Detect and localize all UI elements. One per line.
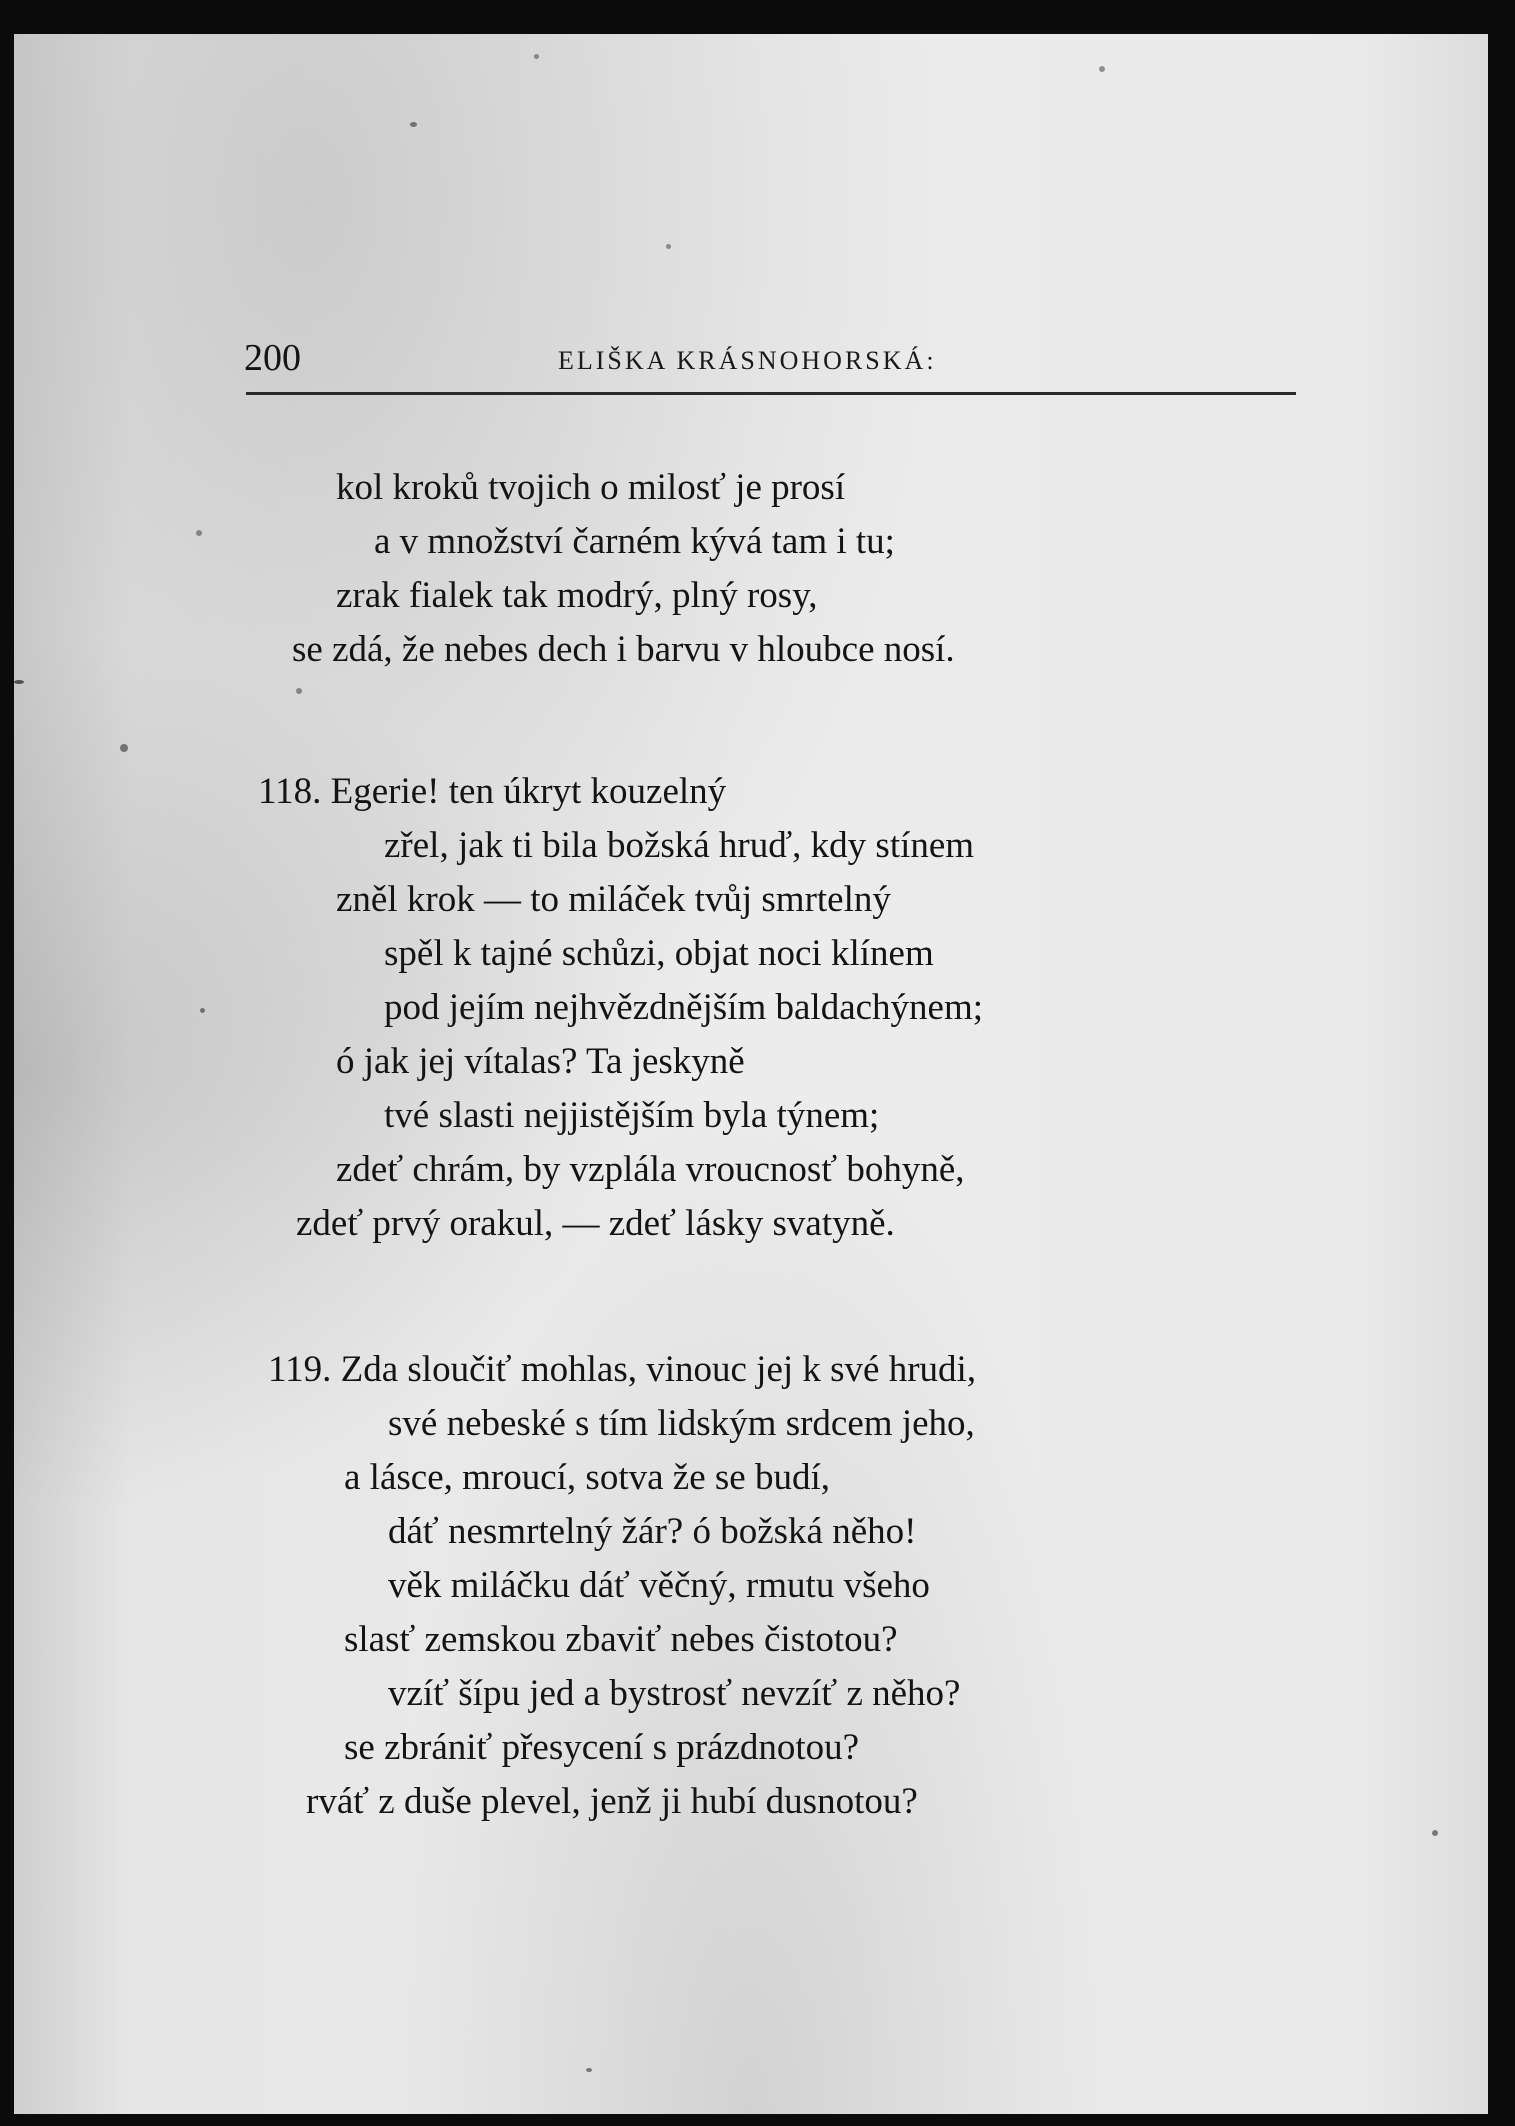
stanza-119-line: své nebeské s tím lidským srdcem jeho, <box>388 1403 975 1444</box>
stanza-119-line: 119. Zda sloučiť mohlas, vinouc jej k své hrudi, <box>268 1349 977 1390</box>
scan-speck <box>296 688 302 694</box>
stanza-118-line: zdeť chrám, by vzplála vroucnosť bohyně, <box>336 1149 965 1190</box>
scan-speck <box>534 54 539 59</box>
page-header <box>230 330 1295 402</box>
header-rule <box>246 392 1296 395</box>
stanza-118-line: pod jejím nejhvězdnějším baldachýnem; <box>384 987 984 1028</box>
stanza-118-line: 118. Egerie! ten úkryt kouzelný <box>258 771 727 812</box>
scan-speck <box>586 2068 592 2072</box>
verse-line: se zdá, že nebes dech i barvu v hloubce nosí. <box>292 629 955 670</box>
scan-speck <box>666 244 671 249</box>
scan-speck <box>410 122 417 127</box>
scan-speck <box>120 744 128 752</box>
scan-speck <box>200 1008 205 1013</box>
stanza-119-line: věk miláčku dáť věčný, rmutu všeho <box>388 1565 930 1606</box>
stanza-118-line: tvé slasti nejjistějším byla týnem; <box>384 1095 880 1136</box>
scan-speck <box>14 680 24 684</box>
stanza-119-line: rváť z duše plevel, jenž ji hubí dusnotou? <box>306 1781 918 1822</box>
stanza-118-line: spěl k tajné schůzi, objat noci klínem <box>384 933 934 974</box>
verse-line: a v množství čarném kývá tam i tu; <box>374 521 895 562</box>
stanza-119-line: dáť nesmrtelný žár? ó božská něho! <box>388 1511 917 1552</box>
page-number: 200 <box>244 337 301 379</box>
verse-line: zrak fialek tak modrý, plný rosy, <box>336 575 818 616</box>
scan-speck <box>1432 1830 1438 1836</box>
stanza-118-line: zněl krok — to miláček tvůj smrtelný <box>336 879 891 920</box>
stanza-118-line: zdeť prvý orakul, — zdeť lásky svatyně. <box>296 1203 895 1244</box>
verse-line: kol kroků tvojich o milosť je prosí <box>336 467 846 508</box>
stanza-119-line: slasť zemskou zbaviť nebes čistotou? <box>344 1619 898 1660</box>
book-page <box>14 34 1488 2114</box>
stanza-119-line: vzíť šípu jed a bystrosť nevzíť z něho? <box>388 1673 961 1714</box>
scan-speck <box>1099 66 1105 72</box>
stanza-118-line: ó jak jej vítalas? Ta jeskyně <box>336 1041 745 1082</box>
scan-speck <box>196 530 202 536</box>
stanza-118-line: zřel, jak ti bila božská hruď, kdy stínem <box>384 825 975 866</box>
stanza-119-line: se zbrániť přesycení s prázdnotou? <box>344 1727 860 1768</box>
running-head: ELIŠKA KRÁSNOHORSKÁ: <box>558 346 937 375</box>
stanza-119-line: a lásce, mroucí, sotva že se budí, <box>344 1457 830 1498</box>
